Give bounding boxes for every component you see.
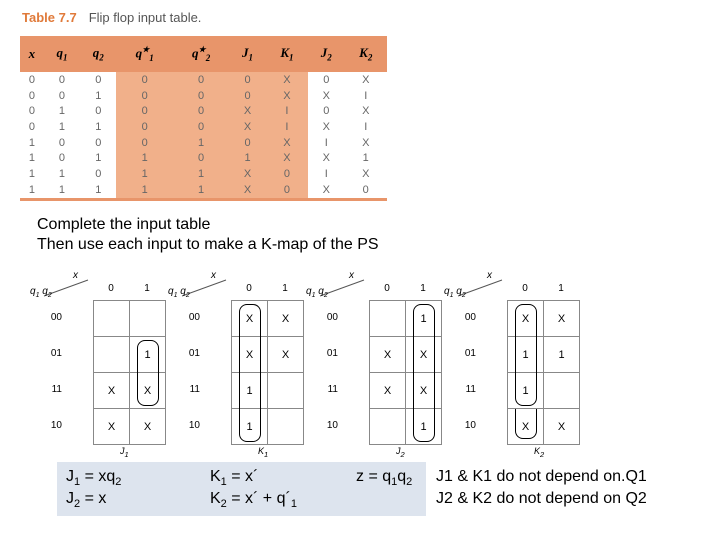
kmap-name [258, 446, 268, 459]
q-label: q [180, 286, 186, 297]
table-cell: 0 [173, 150, 229, 166]
kmap-j1 [30, 270, 165, 470]
header-text: x [28, 46, 36, 61]
header-text: q [192, 45, 199, 61]
table-cell: X [266, 72, 308, 88]
table-cell: 1 [58, 167, 65, 180]
kmap-grid [369, 300, 442, 445]
table-cell: X [322, 152, 330, 165]
kmap-grid [93, 300, 166, 445]
table-row [20, 88, 387, 104]
note-line-1: J1 & K1 do not depend on.Q1 [436, 468, 647, 485]
table-header-cell [116, 36, 172, 72]
table-cell: 0 [28, 73, 35, 86]
k1-rhs: = x´ [226, 468, 259, 485]
table-cell: X [362, 167, 370, 180]
table-header-cell [80, 36, 116, 72]
z-sub2: 2 [406, 476, 413, 489]
header-text: q [135, 45, 143, 61]
table-cell: X [229, 166, 265, 182]
equation-k2 [210, 489, 297, 514]
table-cell: 1 [28, 136, 35, 149]
header-sub: 1 [248, 52, 253, 63]
q-label: q [444, 286, 450, 297]
table-cell: 1 [229, 150, 265, 166]
header-sub: 2 [327, 52, 332, 63]
kmap-grid [507, 300, 580, 445]
table-cell: 0 [58, 89, 65, 102]
table-cell: 0 [116, 72, 172, 88]
table-cell: 0 [58, 152, 65, 165]
kmap-cell: 1 [232, 373, 268, 409]
table-header-cell [229, 36, 265, 72]
table-header-cell [344, 36, 387, 72]
kmap-row-header: 00 [50, 312, 62, 323]
table-cell: X [362, 136, 370, 149]
header-sub: 1 [62, 52, 68, 63]
table-cell: X [322, 120, 330, 133]
kmap-k2 [444, 270, 579, 470]
header-sub: 2 [205, 52, 211, 63]
table-cell: I [266, 103, 308, 119]
equation-j2 [66, 489, 106, 514]
note-line-2: J2 & K2 do not depend on Q2 [436, 490, 647, 507]
kmap-cell: X [508, 409, 544, 445]
kmap-name-letter: J [396, 446, 401, 456]
kmap-cell: 1 [508, 373, 544, 409]
table-title: Flip flop input table. [88, 10, 202, 25]
table-cell: 1 [173, 166, 229, 182]
table-cell: X [229, 182, 265, 199]
header-text: J [242, 45, 249, 61]
table-cell: 0 [229, 88, 265, 104]
kmap-col-header: 0 [522, 283, 528, 294]
kmap-row-label [168, 286, 190, 299]
kmap-row-header: 00 [188, 312, 200, 323]
kmap-cell: X [544, 409, 580, 445]
kmap-row-label [30, 286, 52, 299]
kmap-cell: X [370, 337, 406, 373]
k1-sub: 1 [220, 476, 227, 489]
equation-z [356, 467, 412, 492]
table-cell: 1 [44, 182, 80, 199]
table-cell: X [362, 105, 370, 118]
kmap-cell: 1 [508, 337, 544, 373]
q-sub: 2 [185, 292, 190, 299]
kmap-cell [370, 409, 406, 445]
kmap-row-header: 10 [50, 420, 62, 431]
k2-sub: 2 [220, 498, 227, 511]
table-row [20, 182, 387, 199]
q-sub: 1 [35, 292, 40, 299]
kmap-row-header: 10 [188, 420, 200, 431]
table-cell: 1 [362, 152, 369, 165]
kmap-cell: X [370, 373, 406, 409]
header-text: K [359, 45, 368, 61]
kmap-col-header: 1 [144, 283, 150, 294]
q-sub: 1 [311, 292, 316, 299]
table-cell: 1 [95, 120, 102, 133]
table-cell: 0 [28, 89, 35, 102]
table-cell: 0 [58, 136, 65, 149]
kmap-cell: X [268, 301, 304, 337]
kmap-cell: X [130, 373, 166, 409]
kmap-row-header: 00 [464, 312, 476, 323]
table-header-cell [20, 36, 44, 72]
flip-flop-table [20, 36, 387, 201]
kmap-name-letter: J [120, 446, 125, 456]
table-cell: 0 [173, 103, 229, 119]
kmap-cell: X [94, 373, 130, 409]
flip-flop-input-table [20, 36, 387, 201]
j1-rhs: = xq [80, 468, 116, 485]
kmap-row-header: 10 [464, 420, 476, 431]
kmap-row-header: 11 [51, 384, 62, 395]
kmap-cell: 1 [406, 409, 442, 445]
j2-sub: 2 [74, 498, 81, 511]
kmap-name-sub: 1 [124, 449, 129, 459]
table-cell: 1 [116, 182, 172, 199]
q-sub: 2 [461, 292, 466, 299]
kmap-row-header: 10 [326, 420, 338, 431]
header-sub: 1 [149, 52, 154, 63]
kmap-cell: X [406, 373, 442, 409]
table-cell: X [229, 103, 265, 119]
kmap-row-header: 00 [326, 312, 338, 323]
table-cell: 1 [173, 135, 229, 151]
table-cell: 0 [229, 135, 265, 151]
kmap-name-sub: 2 [400, 449, 405, 459]
table-cell: X [362, 73, 370, 86]
kmap-col-header: 0 [108, 283, 114, 294]
table-cell: 0 [266, 182, 308, 199]
k1-lhs: K [210, 468, 221, 485]
kmap-col-header: 1 [558, 283, 564, 294]
table-cell: I [266, 119, 308, 135]
kmap-x-label: x [211, 270, 216, 281]
kmap-grouping-loop [515, 409, 537, 439]
table-cell: 0 [173, 88, 229, 104]
header-text: q [56, 45, 63, 61]
q-label: q [42, 286, 48, 297]
table-cell: 0 [95, 167, 102, 180]
dependency-notes [436, 466, 647, 510]
table-cell: I [364, 120, 368, 133]
table-cell: 1 [116, 166, 172, 182]
j1-rhs-sub: 2 [115, 476, 122, 489]
q-label: q [456, 286, 462, 297]
table-cell: 0 [95, 73, 102, 86]
table-cell: X [308, 182, 344, 199]
header-text: J [320, 45, 328, 61]
kmap-cell [94, 301, 130, 337]
kmap-cell [544, 373, 580, 409]
kmap-cell: X [94, 409, 130, 445]
kmap-row-header: 11 [327, 384, 338, 395]
header-text: K [280, 45, 289, 61]
table-cell: 0 [116, 103, 172, 119]
kmap-name-sub: 1 [264, 449, 269, 459]
k2-rhs: = x´ + q´ [226, 490, 291, 507]
table-cell: 0 [116, 119, 172, 135]
table-row [20, 72, 387, 88]
kmap-grouping-loop [239, 304, 261, 442]
q-sub: 2 [323, 292, 328, 299]
table-cell: 1 [116, 150, 172, 166]
kmap-row-label [306, 286, 328, 299]
q-sub: 1 [449, 292, 454, 299]
kmap-name-letter: K [534, 446, 541, 456]
table-number: Table 7.7 [22, 10, 77, 25]
table-cell: 1 [58, 105, 65, 118]
kmap-name [396, 446, 405, 459]
kmap-cell [268, 409, 304, 445]
instruction-line-2: Then use each input to make a K-map of the PS [37, 236, 379, 253]
table-row [20, 135, 387, 151]
z-lhs: z = q [356, 468, 392, 485]
table-cell: 1 [20, 182, 44, 199]
q-sub: 2 [47, 292, 52, 299]
kmap-row-header: 01 [464, 348, 476, 359]
kmap-cell: X [508, 301, 544, 337]
table-cell: X [266, 150, 308, 166]
table-cell: X [229, 119, 265, 135]
kmap-cell: 1 [544, 337, 580, 373]
header-star: ★ [198, 45, 206, 55]
table-caption [22, 10, 201, 25]
kmap-grouping-loop [137, 340, 159, 406]
kmap-col-header: 1 [420, 283, 426, 294]
j1-sub: 1 [74, 476, 81, 489]
table-header-cell [44, 36, 80, 72]
table-row [20, 103, 387, 119]
table-cell: I [324, 136, 328, 149]
q-label: q [30, 286, 36, 297]
table-row [20, 150, 387, 166]
q-label: q [168, 286, 174, 297]
kmap-name-sub: 2 [540, 449, 545, 459]
table-cell: 1 [95, 89, 102, 102]
z-mid: q [397, 468, 407, 485]
kmap-cell: 1 [232, 409, 268, 445]
table-cell: 0 [95, 105, 102, 118]
kmap-x-label: x [73, 270, 78, 281]
table-cell: 0 [344, 182, 387, 199]
kmap-cell: X [130, 409, 166, 445]
instruction-line-1: Complete the input table [37, 216, 211, 233]
kmap-name [534, 446, 544, 459]
j2-rhs: = x [80, 490, 107, 507]
kmap-j2 [306, 270, 441, 470]
table-cell: X [266, 135, 308, 151]
table-cell: 0 [58, 73, 65, 86]
table-cell: 0 [266, 166, 308, 182]
kmap-grouping-loop [413, 304, 435, 442]
kmap-cell: X [406, 337, 442, 373]
kmap-col-header: 0 [246, 283, 252, 294]
table-cell: 1 [58, 120, 65, 133]
table-cell: 1 [28, 167, 35, 180]
kmap-cell: 1 [406, 301, 442, 337]
kmap-cell: X [544, 301, 580, 337]
kmap-row-header: 01 [326, 348, 338, 359]
kmap-cell: X [268, 337, 304, 373]
table-header-cell [173, 36, 229, 72]
q-label: q [306, 286, 312, 297]
header-text: q [92, 45, 100, 61]
kmap-cell [94, 337, 130, 373]
kmap-col-header: 0 [384, 283, 390, 294]
j1-lhs: J [66, 468, 74, 485]
kmap-row-header: 11 [465, 384, 476, 395]
table-cell: 0 [323, 73, 330, 86]
table-cell: I [364, 89, 368, 102]
table-cell: 1 [173, 182, 229, 199]
instructions [37, 215, 379, 255]
k2-lhs: K [210, 490, 221, 507]
kmap-k1 [168, 270, 303, 470]
kmap-row-header: 11 [189, 384, 200, 395]
z-sub1: 1 [391, 476, 398, 489]
table-cell: 0 [28, 105, 35, 118]
table-header-cell [308, 36, 344, 72]
kmap-row-header: 01 [50, 348, 62, 359]
table-cell: 1 [95, 152, 102, 165]
header-sub: 1 [288, 52, 294, 63]
table-cell: 1 [80, 182, 116, 199]
table-cell: 0 [28, 120, 35, 133]
table-cell: 0 [116, 88, 172, 104]
table-cell: 0 [116, 135, 172, 151]
kmap-row-label [444, 286, 466, 299]
k2-rhs-sub: 1 [290, 498, 297, 511]
kmap-name-letter: K [258, 446, 265, 456]
table-cell: 0 [323, 105, 330, 118]
table-cell: 0 [95, 136, 102, 149]
table-cell: I [324, 167, 328, 180]
kmap-x-label: x [487, 270, 492, 281]
table-row [20, 166, 387, 182]
kmap-cell [370, 301, 406, 337]
table-cell: X [322, 89, 330, 102]
kmap-x-label: x [349, 270, 354, 281]
kmap-col-header: 1 [282, 283, 288, 294]
kmap-grid [231, 300, 304, 445]
q-label: q [318, 286, 324, 297]
header-sub: 2 [367, 52, 373, 63]
table-header-cell [266, 36, 308, 72]
j2-lhs: J [66, 490, 74, 507]
table-cell: 0 [173, 72, 229, 88]
header-star: ★ [142, 45, 150, 55]
kmap-name [120, 446, 129, 459]
kmap-cell: X [232, 337, 268, 373]
kmap-row-header: 01 [188, 348, 200, 359]
kmap-cell [130, 301, 166, 337]
table-cell: 0 [173, 119, 229, 135]
kmap-grouping-loop [515, 304, 537, 406]
table-cell: 1 [28, 152, 35, 165]
kmap-cell: X [232, 301, 268, 337]
header-sub: 2 [99, 52, 104, 63]
table-cell: X [266, 88, 308, 104]
table-row [20, 119, 387, 135]
q-sub: 1 [173, 292, 178, 299]
kmap-cell: 1 [130, 337, 166, 373]
kmap-cell [268, 373, 304, 409]
table-cell: 0 [229, 72, 265, 88]
